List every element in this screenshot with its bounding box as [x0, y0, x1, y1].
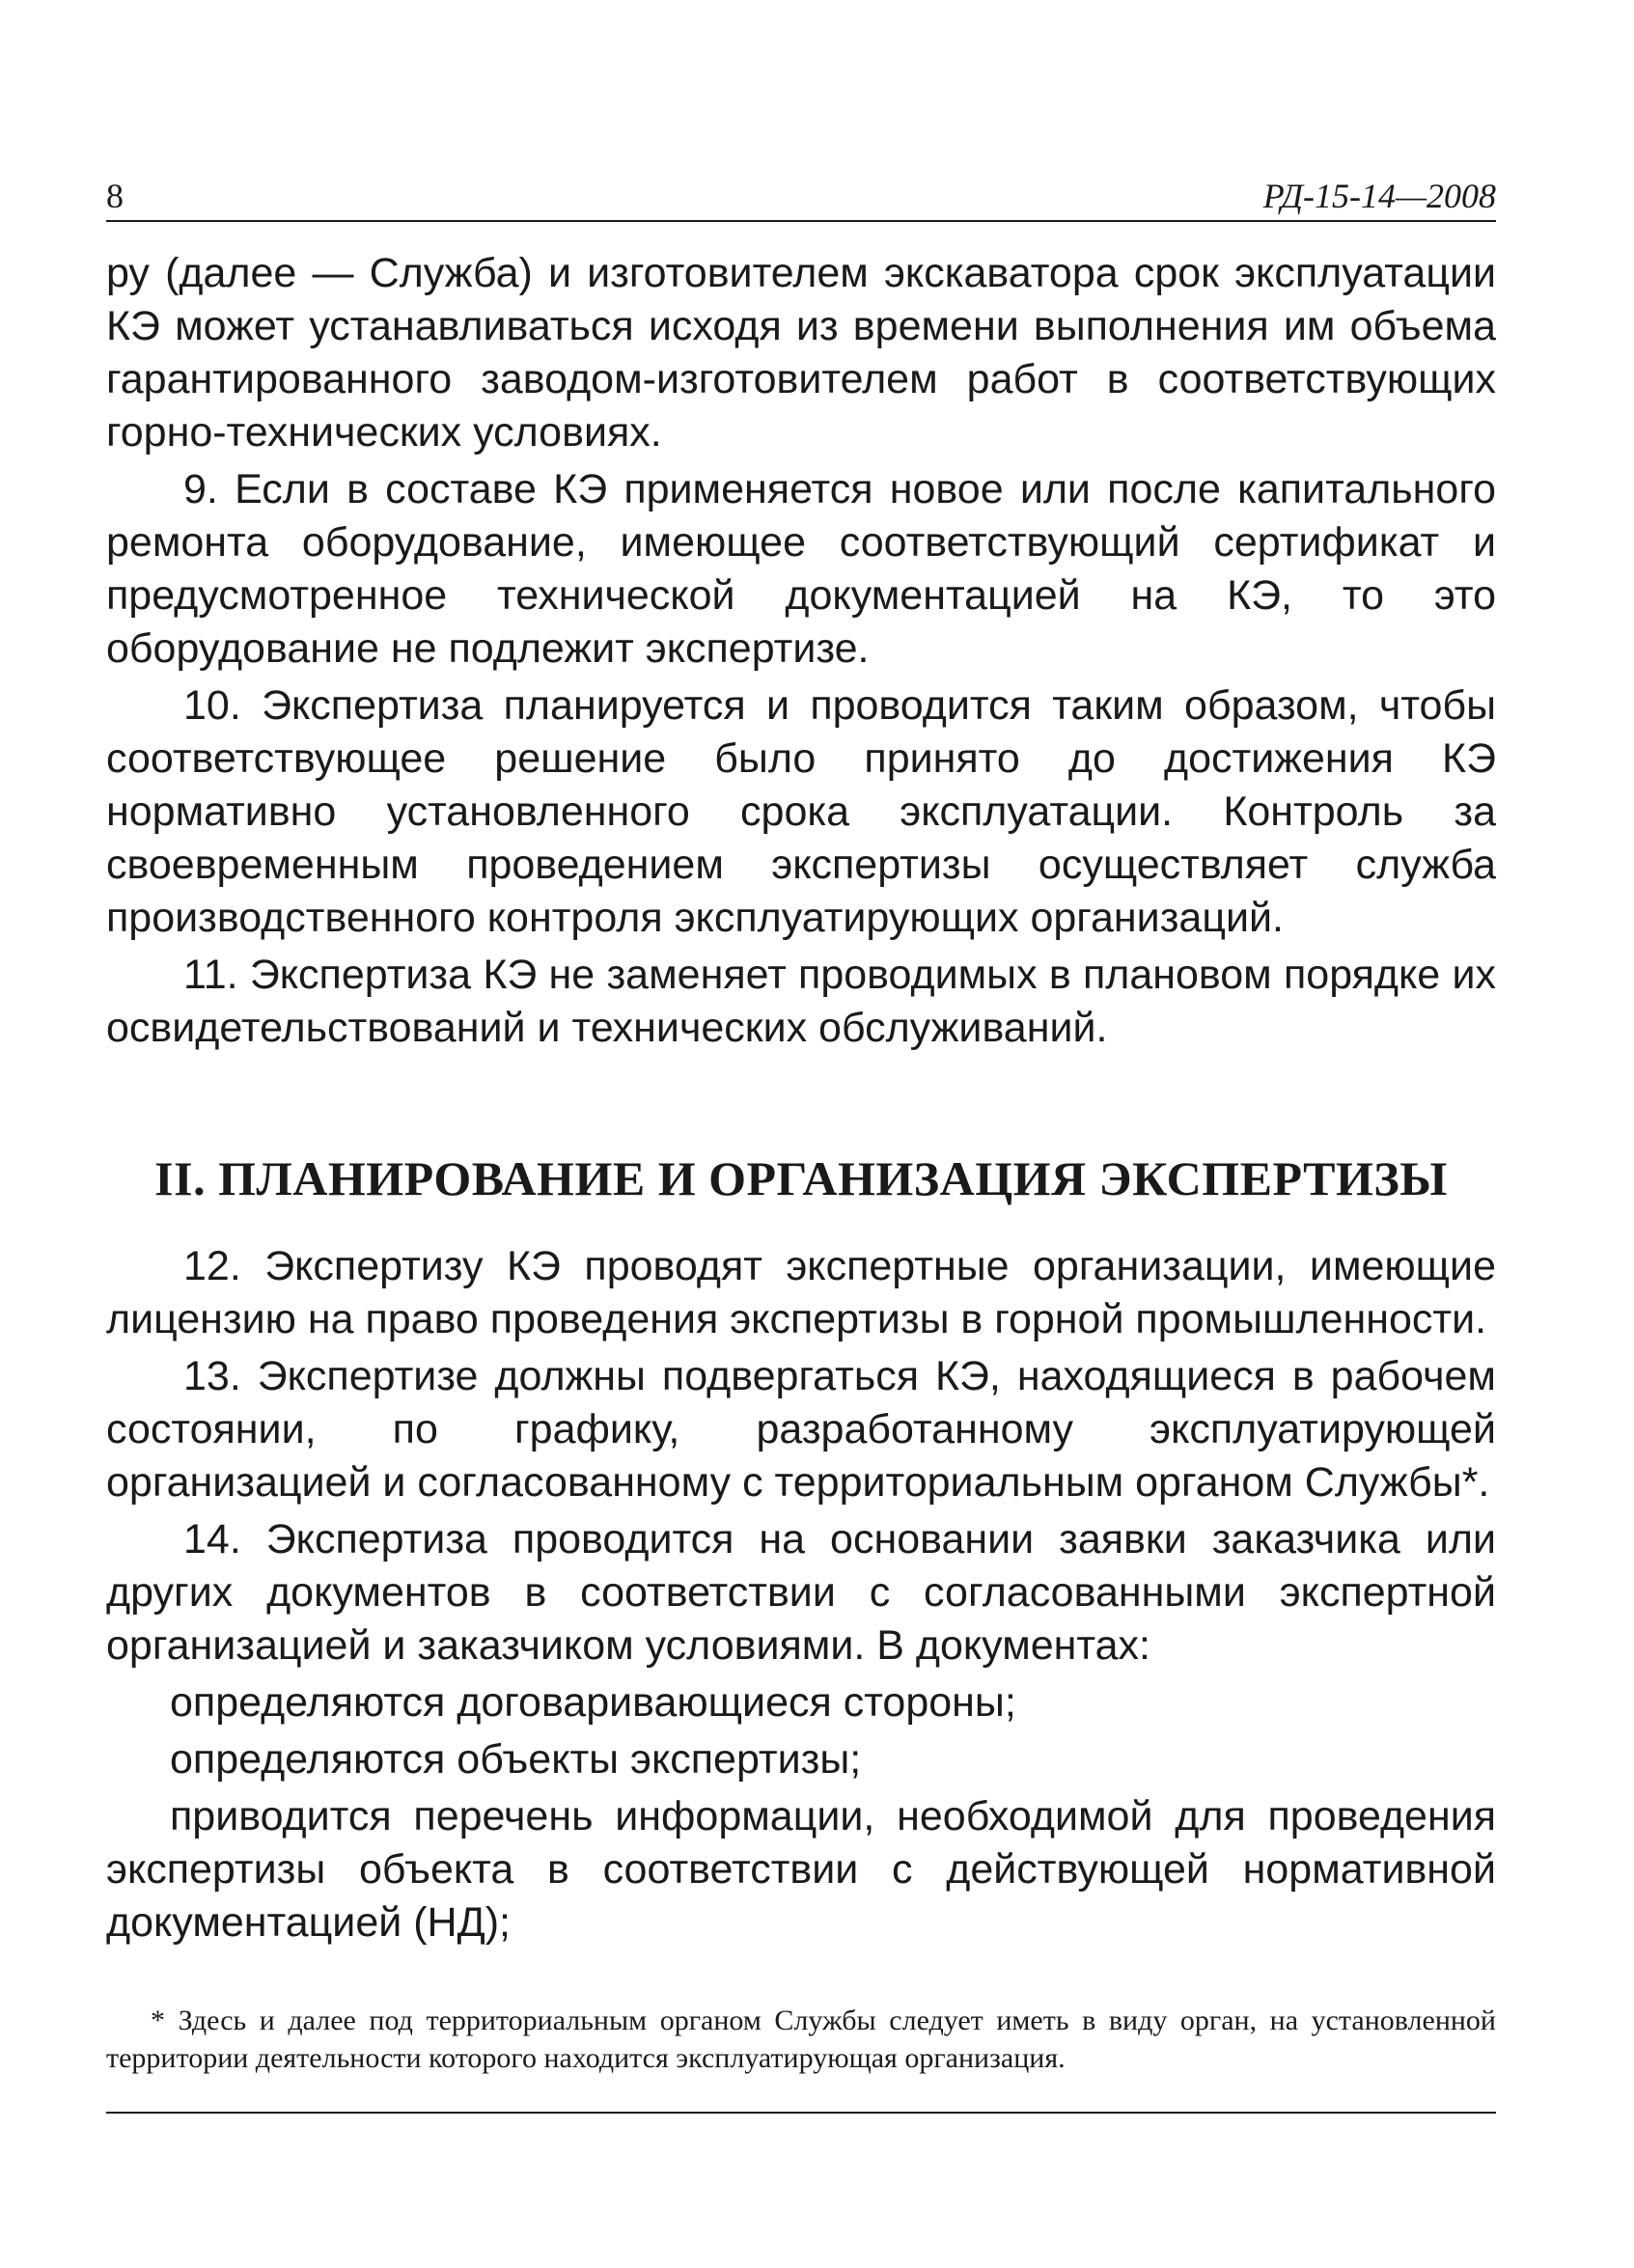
paragraph-item-11: 11. Экспертиза КЭ не заменяет проводимых в плановом порядке их освидетельствований и технических обслуживаний.	[106, 952, 1496, 1051]
footnote	[106, 2002, 1496, 2077]
page-body	[106, 247, 1496, 1953]
document-code: РД-15-14—2008	[1262, 177, 1496, 215]
paragraph-item-14: 14. Экспертиза проводится на основании заявки заказчика или других документов в соответствии с согласованными экспертной организацией и заказчиком условиями. В документах:	[106, 1516, 1496, 1669]
paragraph-item-9: 9. Если в составе КЭ применяется новое или после капитального ремонта оборудование, имеющее соответствующий сертификат и предусмотренное технической документацией на КЭ, то это оборудование не подлежит экспертизе.	[106, 466, 1496, 672]
paragraph-continuation: ру (далее — Служба) и изготовителем экскаватора срок эксплуатации КЭ может устанавливаться исходя из времени выполнения им объема гарантированного заводом-изготовителем работ в соответствующих горно-технических условиях.	[106, 250, 1496, 456]
list-item-text: приводится перечень информации, необходимой для проведения экспертизы объекта в соответствии с действующей нормативной документацией (НД);	[106, 1793, 1496, 1946]
page-number: 8	[106, 177, 124, 215]
paragraph-item-10: 10. Экспертиза планируется и проводится таким образом, чтобы соответствующее решение было принято до достижения КЭ нормативно установленного срока эксплуатации. Контроль за своевременным проведением экспертизы осуществляет служба производственного контроля эксплуатирующих организаций.	[106, 682, 1496, 941]
section-heading: II. ПЛАНИРОВАНИЕ И ОРГАНИЗАЦИЯ ЭКСПЕРТИЗЫ	[154, 1151, 1448, 1205]
list-item: определяются объекты экспертизы;	[170, 1736, 862, 1783]
paragraph-item-13: 13. Экспертизе должны подвергаться КЭ, находящиеся в рабочем состоянии, по графику, разработанному эксплуатирующей организацией и согласованному с территориальным органом Службы*.	[106, 1353, 1496, 1506]
paragraph-item-12: 12. Экспертизу КЭ проводят экспертные организации, имеющие лицензию на право проведения экспертизы в горной промышленности.	[106, 1243, 1496, 1342]
list-item: определяются договаривающиеся стороны;	[170, 1679, 1016, 1726]
bottom-divider	[106, 2112, 1496, 2114]
footnote-text: * Здесь и далее под территориальным органом Службы следует иметь в виду орган, на установленной территории деятельности которого находится эксплуатирующая организация.	[106, 2005, 1496, 2074]
page-header	[106, 174, 1496, 222]
list-item	[106, 1790, 1496, 1950]
